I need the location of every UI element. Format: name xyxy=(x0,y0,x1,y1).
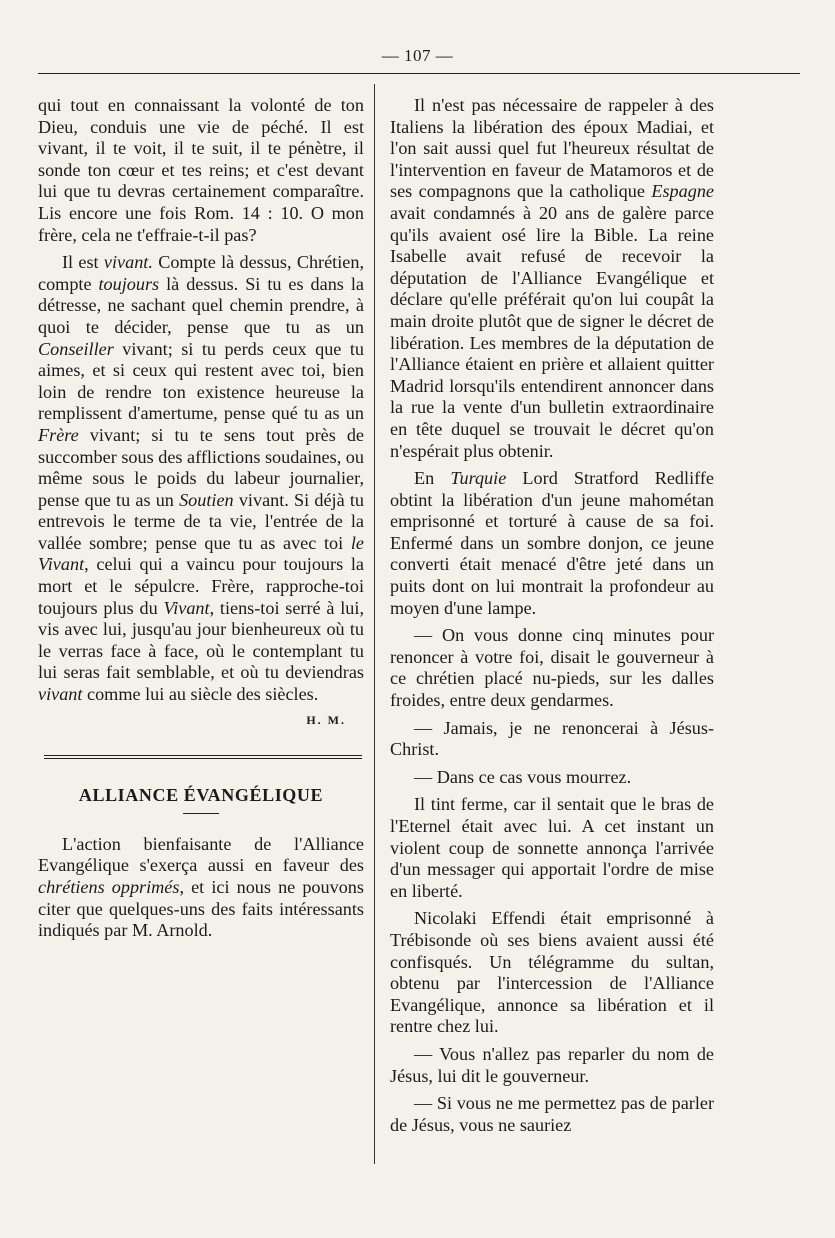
paragraph: qui tout en connaissant la volonté de ton Dieu, conduis une vie de péché. Il est vivant, il te voit, il te suit, il te pénètre, il sonde ton cœur et tes reins; et c'est devant lui que tu devras certainement comparaître. Lis encore une fois Rom. 14 : 10. O mon frère, cela ne t'effraie-t-il pas? xyxy=(38,95,364,245)
paragraph: — Si vous ne me permettez pas de parler de Jésus, vous ne sauriez xyxy=(390,1093,714,1135)
title-dash xyxy=(183,813,219,814)
author-signature: H. M. xyxy=(306,712,346,727)
paragraph: — Jamais, je ne renoncerai à Jésus-Christ. xyxy=(390,717,714,760)
paragraph: — Dans ce cas vous mourrez. xyxy=(414,766,632,787)
section-title: ALLIANCE ÉVANGÉLIQUE xyxy=(78,785,324,806)
paragraph: En Turquie Lord Stratford Redliffe obtint la libération d'un jeune mahométan emprisonné et torturé à cause de sa foi. Enfermé dans un sombre donjon, ce jeune converti était menacé d'être jeté dans un puits dont on lui montrait la profondeur au moyen d'une lampe. xyxy=(390,468,714,618)
right-column xyxy=(390,95,714,1136)
page-number: — 107 — xyxy=(381,46,454,65)
paragraph: Nicolaki Effendi était emprisonné à Trébisonde où ses biens avaient aussi été confisqués. Un télégramme du sultan, obtenu par l'intercession de l'Alliance Evangélique, annonce sa libération et il rentre chez lui. xyxy=(390,908,714,1037)
paragraph: Il est vivant. Compte là dessus, Chrétien, compte toujours là dessus. Si tu es dans la détresse, ne sachant quel chemin prendre, à quoi te décider, pense que tu as un Conseiller vivant; si tu perds ceux que tu aimes, et si ceux qui restent avec toi, bien loin de rendre ton existence heureuse la remplissent d'amertume, pense qué tu as un Frère vivant; si tu te sens tout près de succomber sous des afflictions soudaines, ou même sous le poids du labeur journalier, pense que tu as un Soutien vivant. Si déjà tu entrevois le terme de ta vie, l'entrée de la vallée sombre; pense que tu as avec toi le Vivant, celui qui a vaincu pour toujours la mort et le sépulcre. Frère, rapproche-toi toujours plus du Vivant, tiens-toi serré à lui, vis avec lui, jusqu'au jour bienheureux où tu le verras face à face, où le contemplant tu lui seras fait semblable, et où tu deviendras vivant comme lui au siècle des siècles. xyxy=(38,252,364,705)
section-body xyxy=(38,834,364,942)
paragraph: L'action bienfaisante de l'Alliance Evangélique s'exerça aussi en faveur des chrétiens opprimés, et ici nous ne pouvons citer que quelques-uns des faits intéressants indiqués par M. Arnold. xyxy=(38,833,364,941)
section-divider xyxy=(44,755,362,759)
paragraph: — On vous donne cinq minutes pour renoncer à votre foi, disait le gouverneur à ce chrétien placé nu-pieds, sur les dalles froides, entre deux gendarmes. xyxy=(390,625,714,711)
header-rule xyxy=(38,73,800,74)
paragraph: Il n'est pas nécessaire de rappeler à des Italiens la libération des époux Madiai, et l'on sait aussi quel fut l'heureux résultat de l'intervention en faveur de Matamoros et de ses compagnons que la catholique Espagne avait condamnés à 20 ans de galère parce qu'ils avaient osé lire la Bible. La reine Isabelle avait refusé de recevoir la députation de l'Alliance Evangélique et déclare qu'elle préférait qu'on lui coupât la main droite plutôt que de signer le décret de libération. Les membres de la députation de l'Alliance étaient en prière et allaient quitter Madrid lorsqu'ils entendirent annoncer dans la rue la vente d'un bulletin extraordinaire en tête duquel se trouvait le décret qu'on n'espérait plus obtenir. xyxy=(390,95,714,461)
paragraph: — Vous n'allez pas reparler du nom de Jésus, lui dit le gouverneur. xyxy=(390,1043,714,1086)
left-column xyxy=(38,95,364,942)
column-divider xyxy=(374,84,375,1164)
paragraph: Il tint ferme, car il sentait que le bras de l'Eternel était avec lui. A cet instant un violent coup de sonnette annonça l'arrivée d'un messager qui apportait l'ordre de mise en liberté. xyxy=(390,794,714,901)
